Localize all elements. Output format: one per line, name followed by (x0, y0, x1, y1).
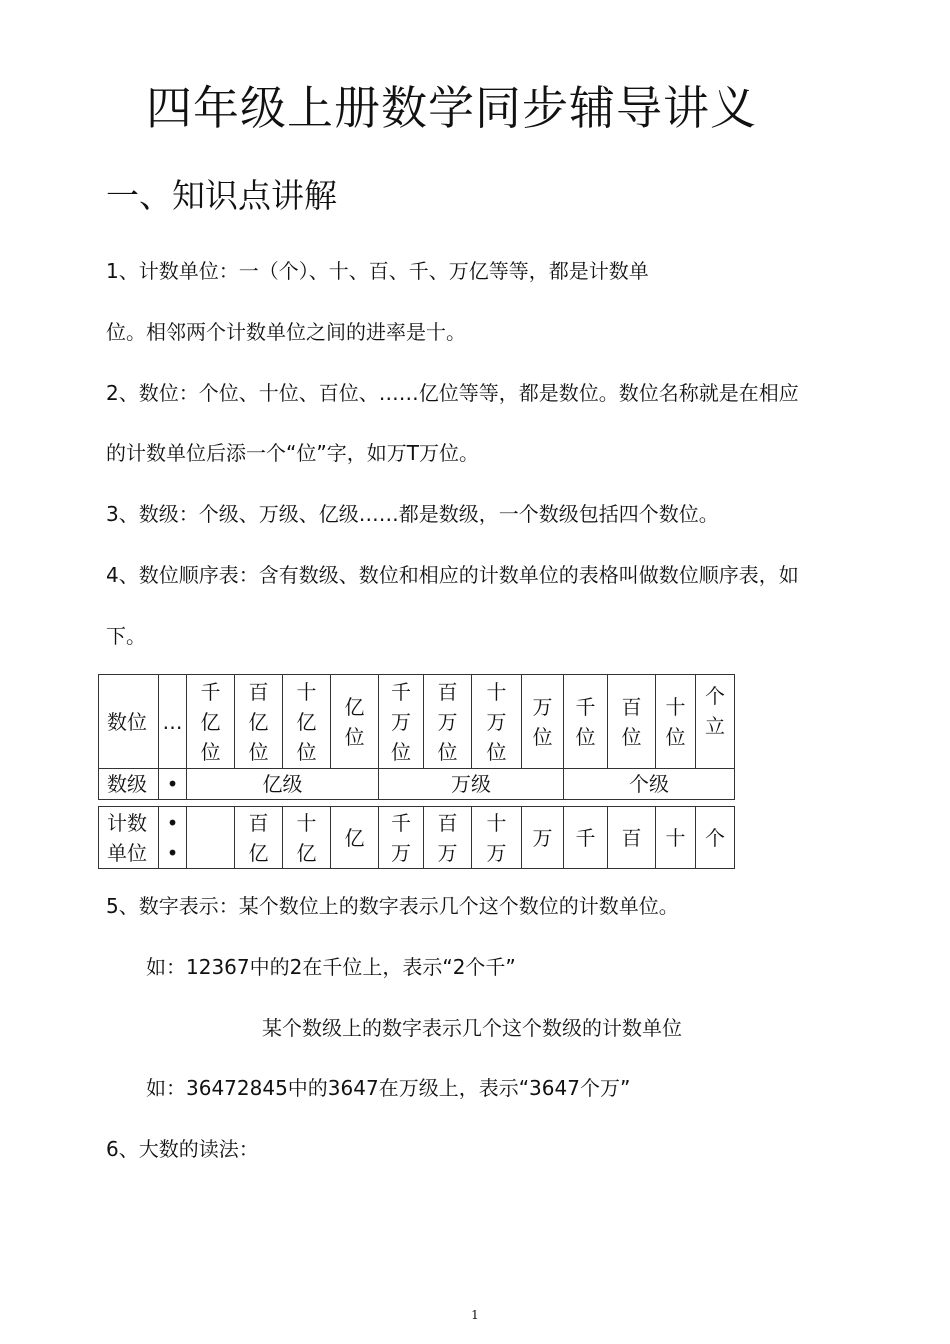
table-row-periods (99, 769, 735, 800)
paragraph-2-line-1: 2、数位：个位、十位、百位、……亿位等等，都是数位。数位名称就是在相应 (106, 381, 799, 405)
paragraph-4-line-2: 下。 (106, 624, 146, 648)
cell-dots: •• (159, 807, 187, 869)
paragraph-5: 5、数字表示：某个数位上的数字表示几个这个数位的计数单位。 (106, 894, 679, 918)
row-header-digit-position: 数位 (99, 675, 159, 769)
cell-position: 百亿位 (235, 675, 283, 769)
paragraph-3: 3、数级：个级、万级、亿级……都是数级，一个数级包括四个数位。 (106, 502, 719, 526)
cell-position: 千位 (564, 675, 608, 769)
cell-unit: 十万 (472, 807, 522, 869)
paragraph-5-continued: 某个数级上的数字表示几个这个数级的计数单位 (262, 1016, 682, 1040)
cell-unit: 个 (696, 807, 735, 869)
cell-position: 千万位 (379, 675, 424, 769)
cell-unit: 十 (656, 807, 696, 869)
example-2: 如：36472845中的3647在万级上，表示“3647个万” (146, 1076, 631, 1100)
cell-unit: 万 (522, 807, 564, 869)
cell-unit: 百 (608, 807, 656, 869)
cell-unit: 百亿 (235, 807, 283, 869)
cell-unit: 千万 (379, 807, 424, 869)
paragraph-1-line-2: 位。相邻两个计数单位之间的进率是十。 (106, 320, 466, 344)
row-header-counting-unit: 计数单位 (99, 807, 159, 869)
cell-unit (187, 807, 235, 869)
cell-period-yi: 亿级 (187, 769, 379, 800)
section-heading: 一、知识点讲解 (106, 176, 337, 215)
paragraph-4-line-1: 4、数位顺序表：含有数级、数位和相应的计数单位的表格叫做数位顺序表，如 (106, 563, 799, 587)
cell-period-wan: 万级 (379, 769, 564, 800)
cell-position: 百万位 (424, 675, 472, 769)
paragraph-2-line-2: 的计数单位后添一个“位”字，如万T万位。 (106, 441, 479, 465)
table-row-counting-units (99, 807, 735, 869)
cell-dot: • (159, 769, 187, 800)
cell-unit: 百万 (424, 807, 472, 869)
cell-position: 十位 (656, 675, 696, 769)
page-title: 四年级上册数学同步辅导讲义 (146, 81, 757, 135)
table-row-digit-positions (99, 675, 735, 769)
cell-unit: 十亿 (283, 807, 331, 869)
cell-position: 千亿位 (187, 675, 235, 769)
cell-ellipsis: … (159, 675, 187, 769)
paragraph-1-line-1: 1、计数单位：一（个）、十、百、千、万亿等等，都是计数单 (106, 259, 649, 283)
cell-unit: 千 (564, 807, 608, 869)
cell-position: 个立 (696, 675, 735, 769)
page-number: 1 (471, 1308, 479, 1322)
place-value-table (98, 674, 735, 869)
cell-position: 十亿位 (283, 675, 331, 769)
cell-position: 亿位 (331, 675, 379, 769)
cell-position: 百位 (608, 675, 656, 769)
table-gap (99, 800, 735, 807)
paragraph-6: 6、大数的读法： (106, 1137, 259, 1161)
example-1: 如：12367中的2在千位上，表示“2个千” (146, 955, 516, 979)
cell-unit: 亿 (331, 807, 379, 869)
cell-position: 十万位 (472, 675, 522, 769)
cell-period-ge: 个级 (564, 769, 735, 800)
cell-position: 万位 (522, 675, 564, 769)
row-header-period: 数级 (99, 769, 159, 800)
